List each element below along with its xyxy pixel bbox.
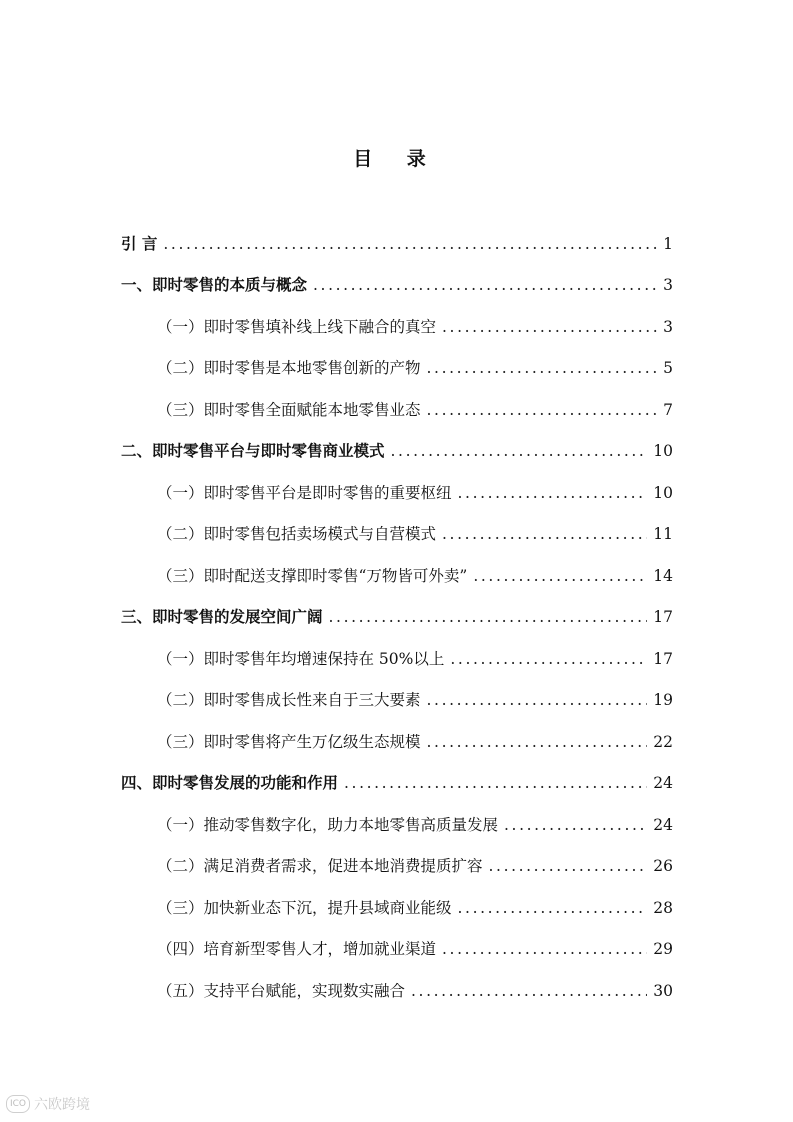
toc-page-number: 3 [663,276,673,294]
dot-leader [427,729,648,755]
toc-page-number: 17 [653,608,673,626]
toc-entry[interactable] [157,895,673,921]
watermark-text: 六欧跨境 [34,1097,90,1113]
toc-entry[interactable] [121,272,673,298]
toc-page-number: 5 [663,359,673,377]
toc-page-number: 28 [653,899,673,917]
toc-entry-text: （二）即时零售成长性来自于三大要素 [157,691,421,709]
toc-entry[interactable] [157,729,673,755]
toc-page-number: 19 [653,691,673,709]
dot-leader [427,355,658,381]
toc-page-number: 17 [653,650,673,668]
toc-entry-text: 三、即时零售的发展空间广阔 [121,608,323,626]
dot-leader [344,770,647,796]
toc-page-number: 1 [663,235,673,253]
toc-entry-text: （三）即时配送支撑即时零售“万物皆可外卖” [157,567,468,585]
toc-entry[interactable] [157,853,673,879]
toc-entry-text: （五）支持平台赋能，实现数实融合 [157,982,406,1000]
toc-entry[interactable] [157,355,673,381]
toc-entry[interactable] [121,770,673,796]
toc-entry[interactable] [121,231,673,257]
dot-leader [411,978,647,1004]
toc-entry-text: （三）即时零售将产生万亿级生态规模 [157,733,421,751]
toc-page-number: 7 [663,401,673,419]
toc-entry-text: （三）加快新业态下沉，提升县域商业能级 [157,899,452,917]
toc-page-number: 30 [653,982,673,1000]
toc-entry-text: （一）推动零售数字化，助力本地零售高质量发展 [157,816,499,834]
page-title: 目 录 [353,148,440,170]
dot-leader [473,563,647,589]
toc-entry[interactable] [157,646,673,672]
dot-leader [163,231,657,257]
dot-leader [329,604,648,630]
toc-page-number: 24 [653,774,673,792]
toc-entry-text: （二）即时零售是本地零售创新的产物 [157,359,421,377]
toc-entry[interactable] [157,978,673,1004]
toc-entry[interactable] [157,687,673,713]
dot-leader [442,521,647,547]
toc-page-number: 22 [653,733,673,751]
toc-entry[interactable] [157,314,673,340]
toc-page-number: 14 [653,567,673,585]
dot-leader [489,853,648,879]
toc-entry[interactable] [157,812,673,838]
toc-page-number: 26 [653,857,673,875]
toc-page-number: 3 [663,318,673,336]
toc-entry-text: 二、即时零售平台与即时零售商业模式 [121,442,385,460]
toc-entry-text: （三）即时零售全面赋能本地零售业态 [157,401,421,419]
watermark [6,1094,90,1114]
toc-entry-text: （一）即时零售填补线上线下融合的真空 [157,318,437,336]
dot-leader [442,314,657,340]
dot-leader [442,936,647,962]
toc-entry-text: 一、即时零售的本质与概念 [121,276,308,294]
dot-leader [504,812,647,838]
toc-entry[interactable] [157,521,673,547]
dot-leader [427,687,648,713]
toc-entry-text: （二）满足消费者需求，促进本地消费提质扩容 [157,857,483,875]
toc-entry[interactable] [157,480,673,506]
dot-leader [313,272,657,298]
toc-entry-text: （四）培育新型零售人才，增加就业渠道 [157,940,437,958]
dot-leader [458,480,648,506]
toc-page-number: 10 [653,442,673,460]
dot-leader [391,438,648,464]
toc-entry[interactable] [121,438,673,464]
toc-entry-text: （二）即时零售包括卖场模式与自营模式 [157,525,437,543]
toc-page-number: 11 [653,525,673,543]
toc-entry[interactable] [157,397,673,423]
toc-entry-text: 引 言 [121,235,158,253]
toc-entry-text: 四、即时零售发展的功能和作用 [121,774,339,792]
toc-entry-text: （一）即时零售平台是即时零售的重要枢纽 [157,484,452,502]
toc-page-number: 24 [653,816,673,834]
dot-leader [458,895,648,921]
toc-entry[interactable] [157,936,673,962]
toc-page-number: 29 [653,940,673,958]
dot-leader [427,397,658,423]
watermark-logo-icon: ICO [6,1095,30,1113]
toc-entry[interactable] [157,563,673,589]
toc-entry[interactable] [121,604,673,630]
dot-leader [450,646,647,672]
toc-entry-text: （一）即时零售年均增速保持在 50%以上 [157,650,445,668]
toc-page-number: 10 [653,484,673,502]
